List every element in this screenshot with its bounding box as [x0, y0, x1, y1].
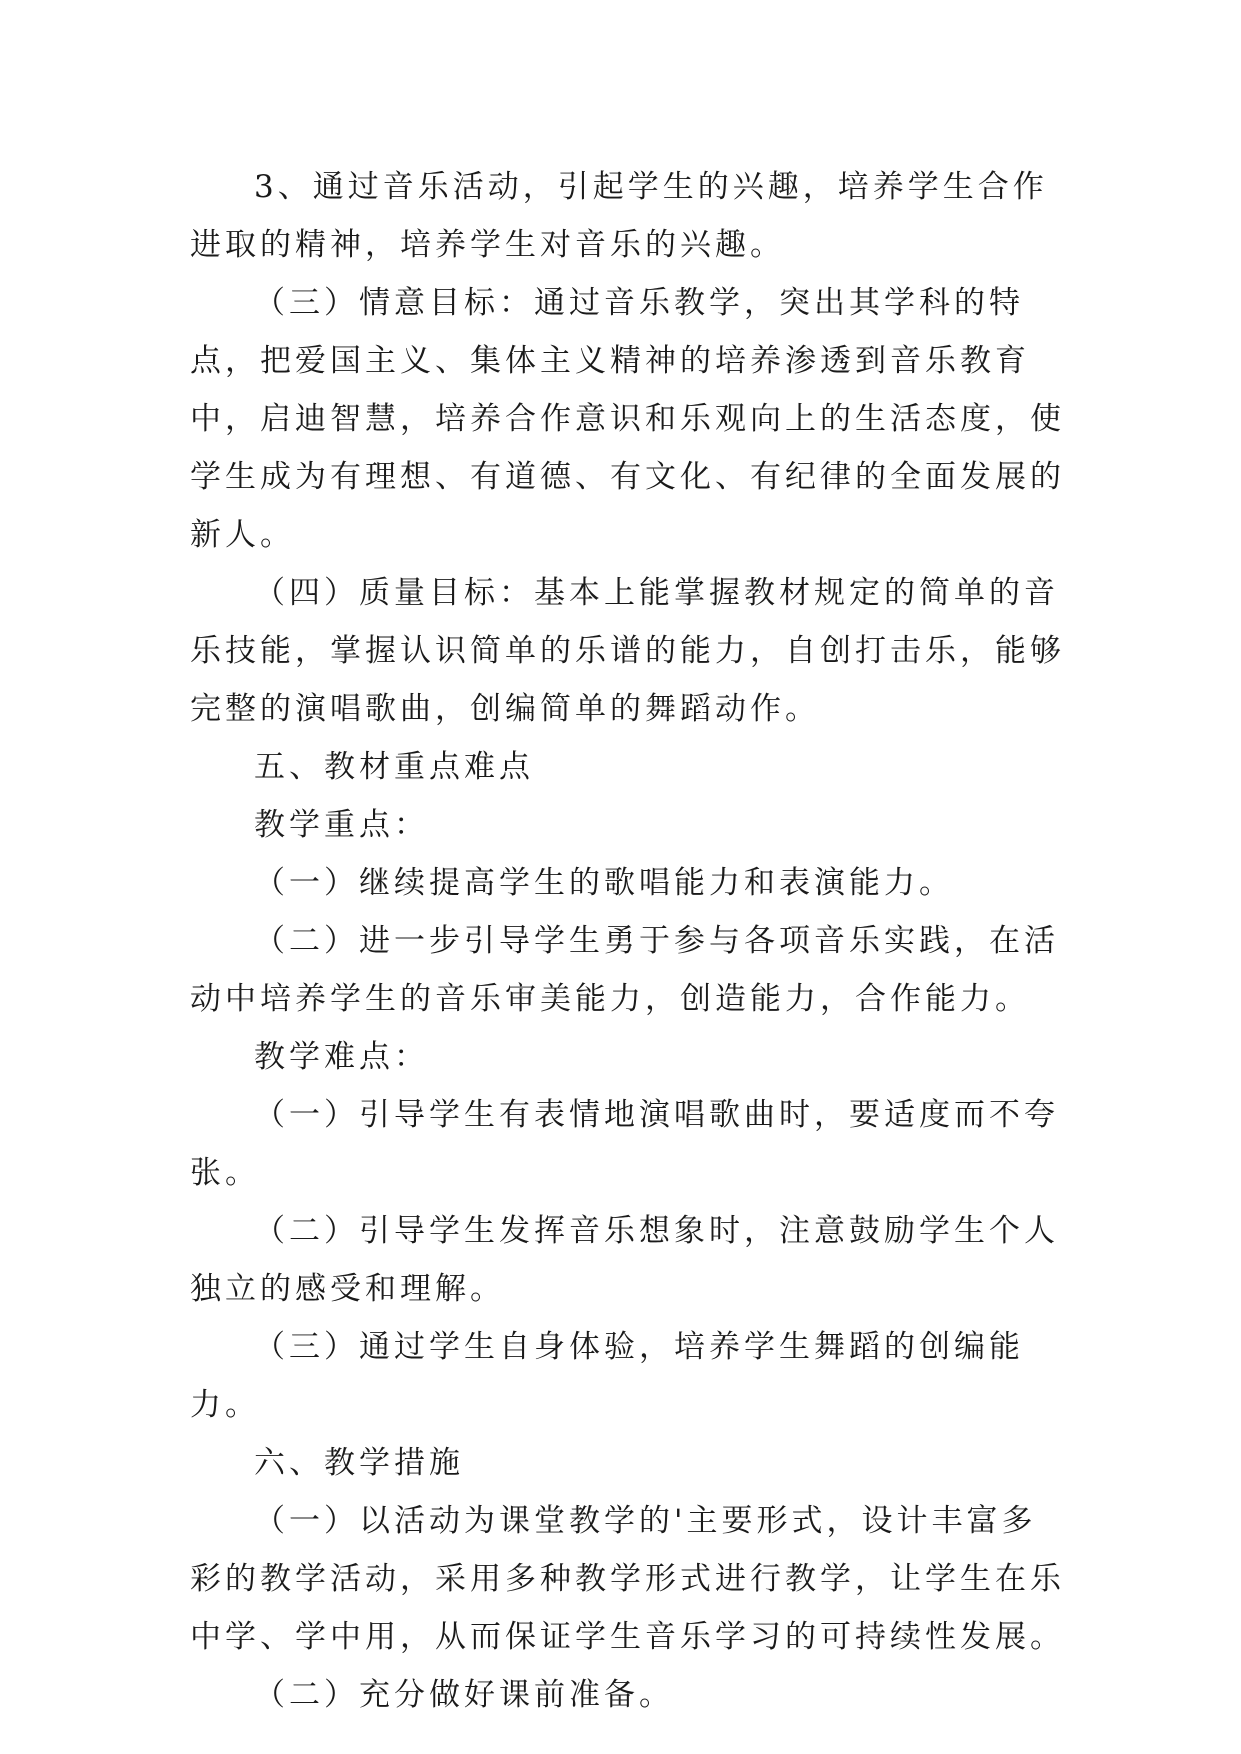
paragraph-quality-goal: （四）质量目标：基本上能掌握教材规定的简单的音乐技能，掌握认识简单的乐谱的能力，自创打击乐，能够完整的演唱歌曲，创编简单的舞蹈动作。	[190, 575, 1065, 727]
paragraph-focus-2: （二）进一步引导学生勇于参与各项音乐实践，在活动中培养学生的音乐审美能力，创造能力，合作能力。	[190, 923, 1059, 1017]
paragraph-measure-2: （二）充分做好课前准备。	[254, 1677, 674, 1713]
document-body	[190, 158, 1070, 1724]
section-heading-key-points: 五、教材重点难点	[254, 749, 534, 785]
subheading-teaching-focus: 教学重点：	[254, 807, 429, 843]
paragraph-objective-3: 3、通过音乐活动，引起学生的兴趣，培养学生合作进取的精神，培养学生对音乐的兴趣。	[190, 169, 1048, 263]
paragraph-difficulty-1: （一）引导学生有表情地演唱歌曲时，要适度而不夸张。	[190, 1097, 1059, 1191]
paragraph-emotional-goal: （三）情意目标：通过音乐教学，突出其学科的特点，把爱国主义、集体主义精神的培养渗透到音乐教育中，启迪智慧，培养合作意识和乐观向上的生活态度，使学生成为有理想、有道德、有文化、有纪律的全面发展的新人。	[190, 285, 1065, 553]
paragraph-difficulty-3: （三）通过学生自身体验，培养学生舞蹈的创编能力。	[190, 1329, 1024, 1423]
subheading-teaching-difficulty: 教学难点：	[254, 1039, 429, 1075]
paragraph-focus-1: （一）继续提高学生的歌唱能力和表演能力。	[254, 865, 954, 901]
paragraph-difficulty-2: （二）引导学生发挥音乐想象时，注意鼓励学生个人独立的感受和理解。	[190, 1213, 1059, 1307]
paragraph-measure-1: （一）以活动为课堂教学的'主要形式，设计丰富多彩的教学活动，采用多种教学形式进行教学，让学生在乐中学、学中用，从而保证学生音乐学习的可持续性发展。	[190, 1503, 1065, 1655]
section-heading-measures: 六、教学措施	[254, 1445, 464, 1481]
